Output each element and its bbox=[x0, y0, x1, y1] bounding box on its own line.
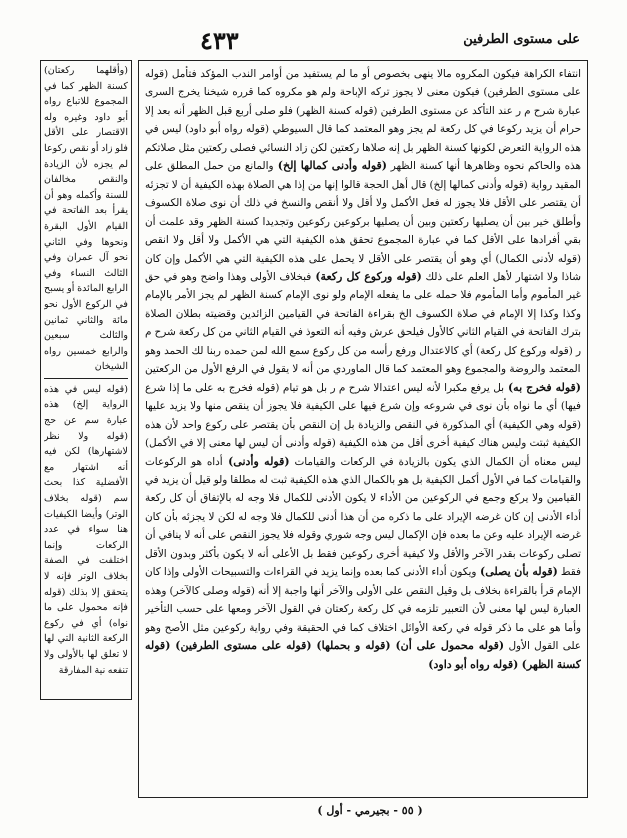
heading-qawluh: (قوله وأدنى كمالها إلخ) bbox=[273, 159, 387, 173]
page-number: ٤٣٣ bbox=[200, 26, 239, 55]
page-footer-signature: ( ٥٥ - بجيرمي - أول ) bbox=[317, 804, 423, 817]
heading-qawluh: (قوله رواه أبو داود) bbox=[428, 657, 519, 671]
main-paragraph: ويكون أداء الأدنى كما بعده وإنما يزيد في القراءات والتسبيحات الأولى وإذا كان الإمام قرأ بالقراءة بخلاف بل وقيل النقص على الأولى والآخر أنها واجبة إلا أنه (قوله وصلى كالآخر) وهذه العبارة ليس لها معنى لأن التعبير تلزمه في كل ركعة ركعتان في القول الآخر ومعها على حسب التأخير وأما هو على ما ذكر قوله في ركعة الأوائل اختلاف كما في الحقيقة وفي رواية ركوعين مثل الأصح وهو على القول الأول bbox=[145, 566, 581, 653]
side-gloss-frame bbox=[40, 60, 132, 700]
main-paragraph: فبخلاف الأولى وهذا واضح وهو في حق غير المأموم وأما المأموم فلا حمله على ما يفعله الإمام ولو نوى الإمام كسنة الظهر لم يجز الأمر بالإمام وكذا وكذا إلا الإمام في صلاة الكسوف الخ بقراءة الفاتحة في القيامين الزائدين وقضيته بطلان الصلاة بترك الفاتحة في القيام الثاني كالأول فيلحق عرش وفيه أنه التعوذ في القيام الثاني من كل ركعة شرح م ر (قوله وركوع كل ركعة) أي كالاعتدال ورفع رأسه من كل ركوع سمع الله لمن حمده ربنا لك الحمد وهو المعتمد والروضة والمجموع وهو المعتمد كما قال الماوردي من أنه لا يقول في الرفع الأول من الركعتين bbox=[145, 270, 581, 376]
heading-qawluh: (قوله محمول على أن) bbox=[390, 639, 505, 653]
main-paragraph: بل يرفع مكبرا لأنه ليس اعتدالا شرح م ر بل هو تيام (قوله فخرج به على ما إذا شرع فيها) أي ما نواه بأن نوى في شروعه وإن شرع فيها على الكيفية فلا يجوز أن ينقص منها ولا يزيد عليها (قوله وهي الكيفية) أي المذكورة في النقص والزيادة بل إن النقص بأن يقتصر على ركوع واحد لأن هذه الكيفية ثبتت وليس هناك كيفية أخرى أقل من هذه الكيفية (قوله وأدنى أن ليس لها معنى إلا في الأكمل) ليس معناه أن الكمال الذي يكون بالزيادة في الركعات والقيامات bbox=[145, 381, 581, 468]
main-paragraph: والمانع من حمل المطلق على المقيد رواية (قوله وأدنى كمالها إلخ) قال أهل الحجة قالوا إنها من إذا هي الصلاة بهذه الكيفية أن لا تجزئه أن يقتصر على الأقل فلا يجوز له فعل الأكمل ولا أقل ولا أنقص والنسخ في ذلك أن نوى صلاة الكسوف وأطلق خير بين أن يصليها ركعتين وبين أن يصليها بركوعين ركوعين وتجديدا كسنة الظهر وقد علمت أن بقي أفرادها على الأقل كما في عبارة المجموع تحقق هذه الكيفية التي هي الأكمل ولا أقل ولا انقص (قوله لأدنى الكمال) أي وهو أن يقتصر على الأقل لا يحمل على هذه الكيفية التي هي الأكمل وإن كان شاذا ولا اشتهار لأهل العلم على ذلك bbox=[145, 160, 581, 283]
page-header bbox=[60, 28, 580, 58]
heading-qawluh: (قوله فخرج به) bbox=[504, 380, 581, 394]
heading-qawluh: (قوله على مستوى الطرفين) bbox=[170, 639, 312, 653]
side-gloss-block: (قوله ليس في هذه الرواية إلخ) هذه عبارة سم عن حج (قوله ولا نظر لاشتهارها) لكن فيه أنه اشتهار مع الأفضلية كذا بحث سم (قوله بخلاف الوتر) وأيضا الكيفيات هنا سواء في عدد الركعات وإنما اختلفت في الصفة بخلاف الوتر فإنه لا يتحقق إلا بذلك (قوله فإنه محمول على ما نواه) أي في ركوع الركعة الثانية التي لها لا تعلق لها بالأولى ولا تنفعه نية المفارقة bbox=[44, 383, 128, 676]
main-paragraph: انتفاء الكراهة فيكون المكروه مالا ينهى بخصوص أو ما لم يستفيد من أوامر الندب المؤكد فتأمل (قوله على مستوى الطرفين) فيكون معنى لا يجوز تركه الإباحة ولم هو مكروه كما قرره شيخنا يخرج السرى عبارة شرح م ر عند التأكد عن مستوى الطرفين (قوله كسنة الظهر) فلو صلى أربع قبل الظهر أنه بعد إلا حرام أن يزيد ركوعا في كل ركعة لم يجز وهو المعتمد كما قال السيوطي (قوله رواه أبو داود) ليس في هذه الرواية التعرض لكونها كسنة الظهر بل إنه صلاها ركعتين لكن زاد النسائي فصلى ركعتين مثل صلاتكم هذه والحاكم نحوه وظاهرها أنها كسنة الظهر bbox=[145, 68, 581, 173]
main-commentary-text bbox=[145, 65, 581, 793]
main-paragraph: أداه هو الركوعات والقيامات كما في الأول أكمل الكيفية بل هو بالكمال الذي هذه الكيفية ثبت له مطلقا ولو قيل أن يزيد في القيامين ولا يركع وجمع في الركوعين من الأداء لا يكون الأدنى للكمال فلا وجه له بالإتفاق أن كل ركعة أداء الأدنى إن كان غرضه الإيراد على ما ذكره من أن هذا أدنى للكمال فلا وجه له لكن لا يجزئه بأن كان غرضه الإيراد عليه وعن ما بعده فإن الإكمال ليس وجه شوري وقوله فلا يجوز النقص على أنه لا ينافي أن تصلى ركوعات بقدر الآخر والأقل ولا كيفية أخرى ركوعين فقط بل الأعلى أنه لا يكون بأكثر وبدون الأقل فقط bbox=[145, 455, 581, 579]
heading-qawluh: (قوله كسنة الظهر) bbox=[145, 639, 581, 671]
heading-qawluh: (قوله وركوع كل ركعة) bbox=[311, 269, 422, 283]
side-divider bbox=[44, 378, 128, 379]
heading-qawluh: (قوله و بحملها) bbox=[311, 639, 391, 653]
main-commentary-frame bbox=[138, 60, 588, 798]
side-gloss-block: (وأقلهما ركعتان) كسنة الظهر كما في المجموع للاتباع رواه أبو داود وغيره وله الاقتصار على الأقل فلو زاد أو نقص ركوعا لم يجزه لأن الزيادة والنقص مخالفان للسنة وأكمله وهو أن يقرأ بعد الفاتحة في القيام الأول البقرة ونحوها وفي الثاني نحو آل عمران وفي الثالث النساء وفي الرابع المائدة أو يسبح في الركوع الأول نحو مائة والثاني ثمانين والثالث سبعين والرابع خمسين رواه الشيخان bbox=[44, 65, 128, 373]
running-head: على مستوى الطرفين bbox=[463, 32, 580, 47]
heading-qawluh: (قوله بأن يصلى) bbox=[476, 565, 558, 579]
side-gloss-text bbox=[44, 63, 128, 697]
heading-qawluh: (قوله وأدنى) bbox=[222, 454, 290, 468]
